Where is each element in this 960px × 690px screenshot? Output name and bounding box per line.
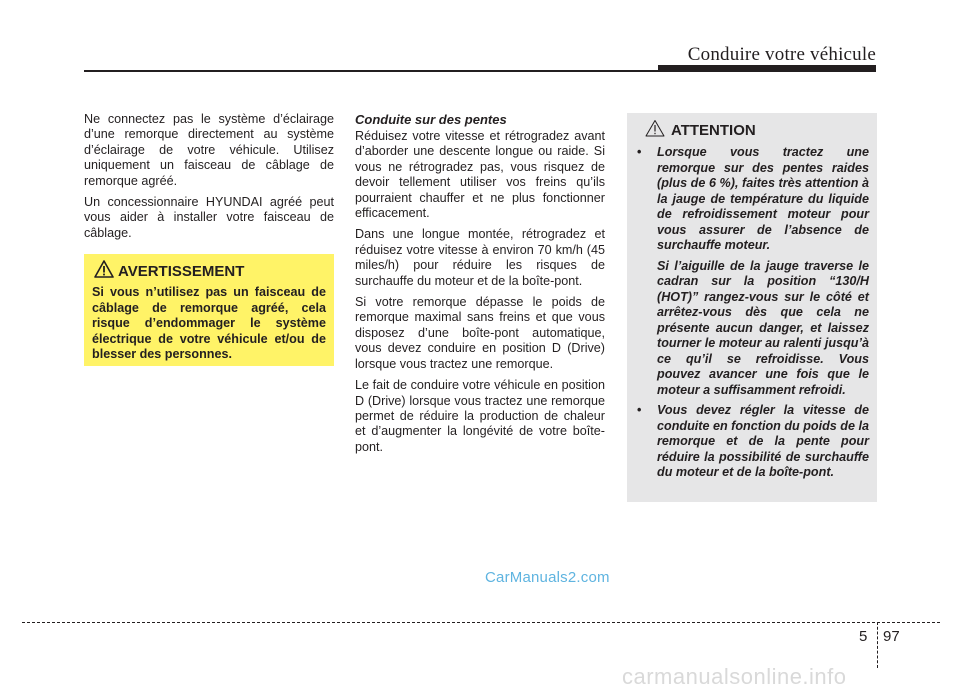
watermark-link[interactable]: CarManuals2.com (485, 569, 610, 586)
paragraph: Si votre remorque dépasse le poids de remorque maximal sans freins et que vous disposez d’une boîte-pont automatique, vous devez conduire en position D (Drive) lorsque vous tractez une remorque. (355, 295, 605, 371)
footer-divider-vertical (877, 622, 878, 668)
footer-brand-watermark[interactable]: carmanualsonline.info (622, 664, 847, 689)
warning-triangle-icon (94, 260, 114, 282)
section-heading: Conduite sur des pentes (355, 112, 507, 127)
header-rule-accent (658, 65, 876, 71)
bullet: • (637, 145, 642, 159)
attention-box (627, 113, 877, 502)
caution-triangle-icon (645, 119, 665, 141)
column-middle (355, 112, 605, 461)
warning-title (94, 260, 326, 282)
page-number: 97 (883, 628, 900, 645)
attention-title-text: ATTENTION (671, 121, 756, 139)
attention-title (645, 119, 869, 141)
warning-title-text: AVERTISSEMENT (118, 262, 245, 280)
bullet: • (637, 403, 642, 417)
column-left (84, 112, 334, 247)
paragraph: Ne connectez pas le système d’éclairage d’une remorque directement au système d’éclairage de votre véhicule. Utilisez uniquement un faisceau de câblage de remorque agréé. (84, 112, 334, 188)
warning-body: Si vous n’utilisez pas un faisceau de câblage de remorque agréé, cela risque d’endommager le système électrique de votre véhicule et/ou de blesser des personnes. (92, 285, 326, 361)
paragraph: Réduisez votre vitesse et rétrogradez avant d’aborder une descente longue ou raide. Si vous ne rétrogradez pas, vous risquez de devoir tellement utiliser vos freins qu’ils pourraient chauffer et ne plus fonctionner efficacement. (355, 129, 605, 221)
attention-item-text: Lorsque vous tractez une remorque sur des pentes raides (plus de 6 %), faites très attention à la jauge de température du liquide de refroidissement moteur pour vous assurer de l’absence de surchauffe moteur. (657, 145, 869, 252)
chapter-number: 5 (859, 628, 868, 645)
list-item (635, 145, 869, 398)
attention-list (635, 145, 869, 481)
list-item (635, 403, 869, 481)
paragraph: Dans une longue montée, rétrogradez et réduisez votre vitesse à environ 70 km/h (45 miles/h) pour réduire les risques de surchauffe du moteur et de la boîte-pont. (355, 227, 605, 288)
paragraph: Un concessionnaire HYUNDAI agréé peut vous aider à installer votre faisceau de câblage. (84, 195, 334, 240)
attention-item-continuation: Si l’aiguille de la jauge traverse le cadran sur la position “130/H (HOT)” rangez-vous sur le côté et arrêtez-vous dès que cela ne présente aucun danger, et laissez tourner le moteur au ralenti jusqu’à ce qu’il se refroidisse. Vous pouvez avancer une fois que le moteur a suffisamment refroidi. (657, 258, 869, 397)
warning-box (84, 254, 334, 366)
attention-item-text: Vous devez régler la vitesse de conduite en fonction du poids de la remorque et de la pente pour réduire la possibilité de surchauffe du moteur et de la boîte-pont. (657, 403, 869, 479)
page-header-title: Conduire votre véhicule (687, 44, 876, 65)
footer-divider (22, 622, 940, 623)
paragraph: Le fait de conduire votre véhicule en position D (Drive) lorsque vous tractez une remorque permet de réduire la production de chaleur et d’augmenter la longévité de votre boîte-pont. (355, 378, 605, 454)
